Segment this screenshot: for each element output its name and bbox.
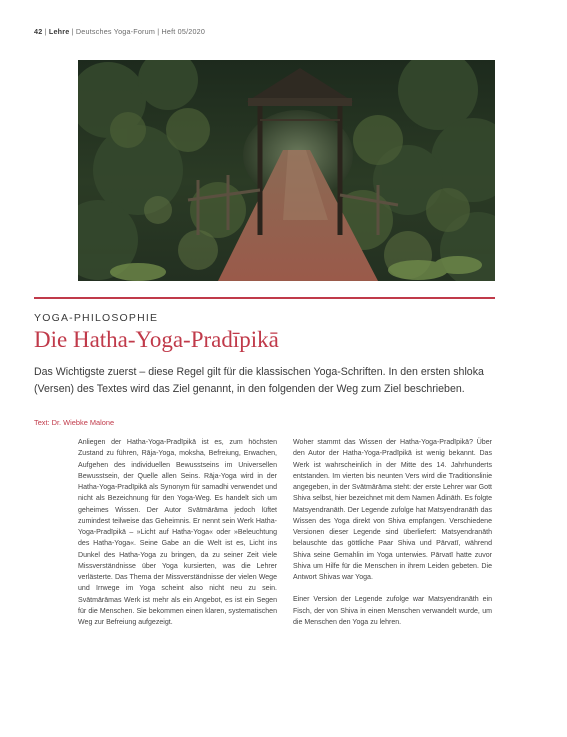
text-column-left [78, 437, 277, 628]
article-title: Die Hatha-Yoga-Pradīpikā [34, 327, 279, 352]
article-kicker: YOGA-PHILOSOPHIE [34, 312, 159, 324]
page-number: 42 [34, 27, 43, 36]
running-head-separator: | [157, 27, 162, 36]
forest-path-illustration [78, 60, 495, 281]
section-divider [34, 297, 495, 299]
body-paragraph: Woher stammt das Wissen der Hatha-Yoga-Pradīpikā? Über den Autor der Hatha-Yoga-Pradīpikā ist wenig bekannt. Das Werk ist wahrscheinlich in der Mitte des 14. Jahrhunderts entstanden. Im vierten bis neunten Vers wird die Traditionslinie angegeben, in der Svātmārāma steht: der erste Lehrer war Gott Shiva selbst, hier bezeichnet mit dem Namen Ādināth. Es folgte Matsyendranāth. Der Legende zufolge hat Matsyendranāth das Wissen des Yoga direkt von Shiva empfangen. Verschiedene Versionen dieser Legende sind überliefert: Matsyendranāth belauschte das göttliche Paar Shiva und Pārvatī, während Shiva seine Gemahlin im Yoga unterwies. Pārvatī hatte zuvor Shiva um Hilfe für die Menschen in ihrem Leiden gebeten. Die Antwort Shivas war Yoga. [293, 439, 492, 581]
text-column-right [293, 437, 492, 628]
section-name: Lehre [48, 27, 70, 36]
article-photo [78, 60, 495, 281]
magazine-name: Deutsches Yoga-Forum [75, 27, 156, 36]
article-author: Text: Dr. Wiebke Malone [34, 418, 115, 427]
running-head-separator: | [44, 27, 49, 36]
body-paragraph: Anliegen der Hatha-Yoga-Pradīpikā ist es, zum höchsten Zustand zu führen, Rāja-Yoga, moksha, Befreiung, Erwachen, Aufgehen des individuellen Bewusstseins im Universellen Bewusstsein, der Quelle allen Seins. Rāja-Yoga wird in der Hatha-Yoga-Pradīpikā als Synonym für samadhi verwendet und nicht als Bezeichnung für den Yoga-Weg. Es handelt sich um geheimes Wissen. Der Autor Svātmārāma jedoch lüftet zumindest teilweise das Geheimnis. Er nennt sein Werk Hatha-Yoga-Pradīpikā – »Licht auf Hatha-Yoga« oder »Beleuchtung des Hatha-Yoga«. Seine Gabe an die Welt ist es, Licht ins Dunkel des Hatha-Yoga zu bringen, da zu seiner Zeit viele Missverständnisse über Yoga kursierten, was die Lehrer verlästerte. Das Thema der Missverständnisse der vielen Wege und Irrwege im Yoga scheint also nicht neu zu sein. Svātmārāmas Werk ist mehr als ein Angebot, es ist ein Segen für die Menschen. Sie bekommen einen klaren, systematischen Weg zur Befreiung aufgezeigt. [78, 439, 277, 626]
running-head [34, 27, 205, 36]
running-head-separator: | [71, 27, 76, 36]
article-lead: Das Wichtigste zuerst – diese Regel gilt für die klassischen Yoga-Schriften. In den ersten shloka (Versen) des Textes wird das Ziel genannt, in den folgenden der Weg zum Ziel beschrieben. [34, 366, 484, 395]
body-paragraph: Einer Version der Legende zufolge war Matsyendranāth ein Fisch, der von Shiva in einen Menschen verwandelt wurde, um die Menschen den Yoga zu lehren. [293, 596, 492, 626]
issue-label: Heft 05/2020 [161, 27, 206, 36]
